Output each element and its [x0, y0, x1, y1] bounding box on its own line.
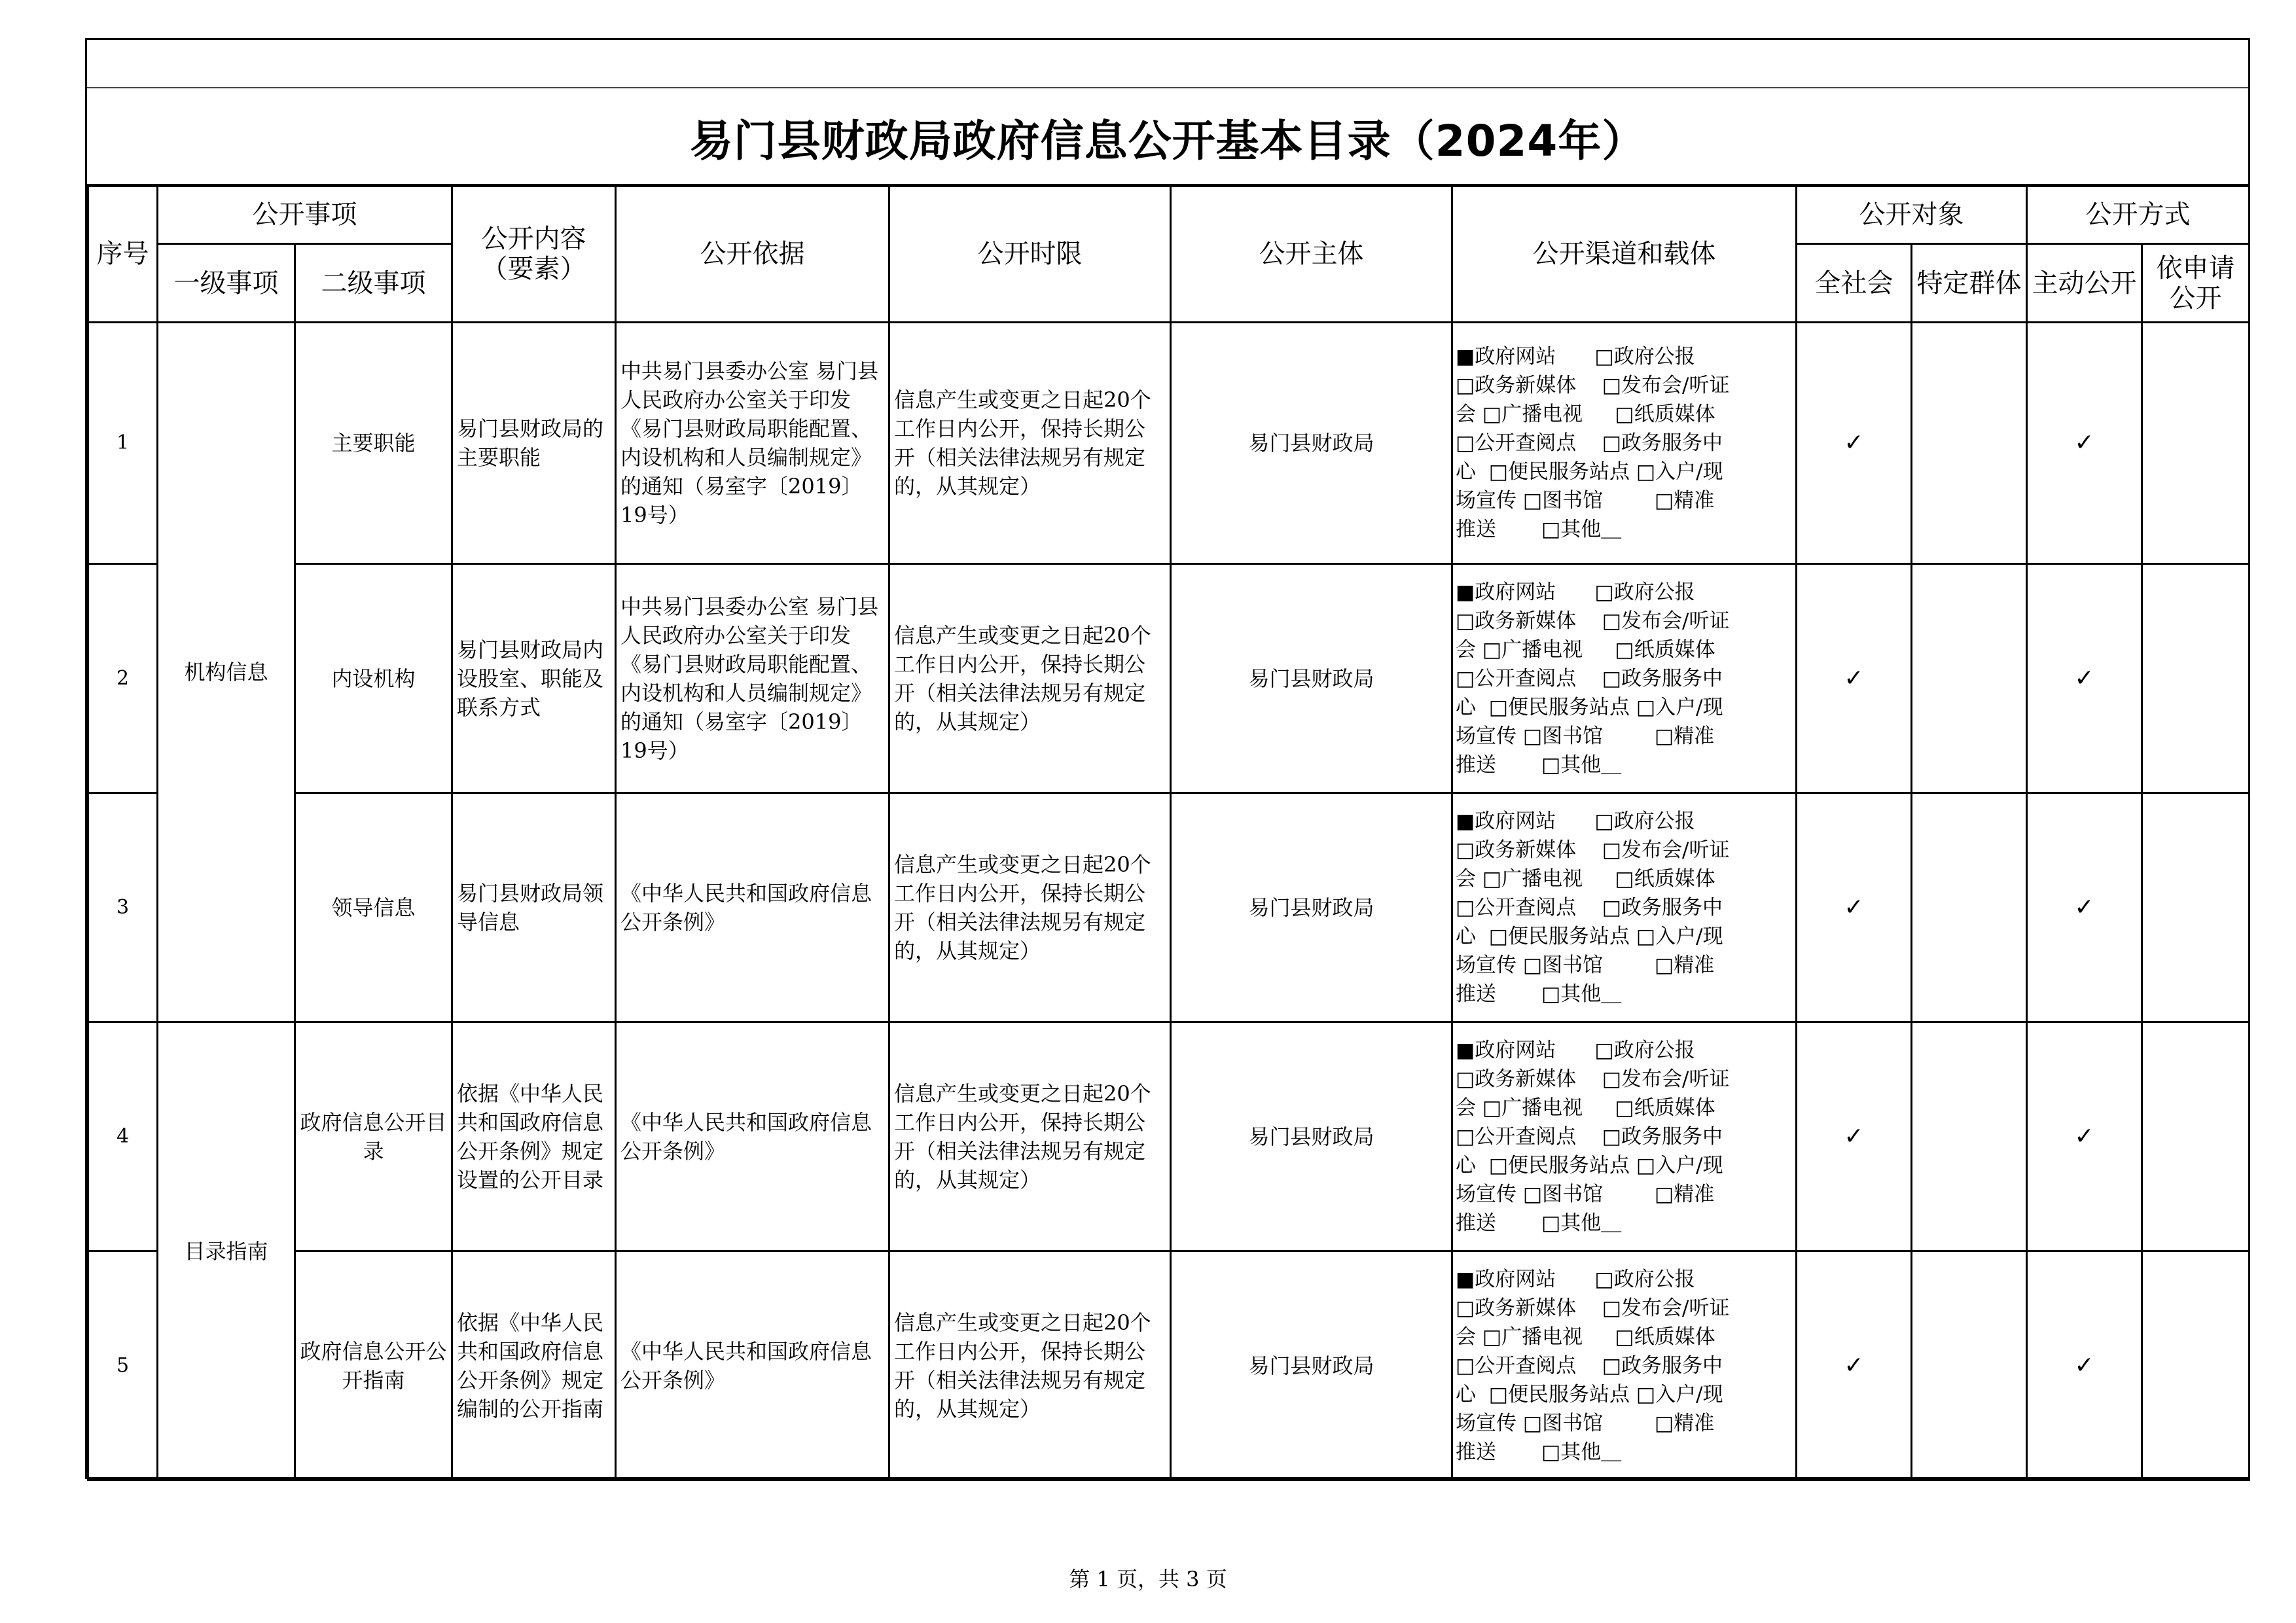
row-request-check	[2142, 1022, 2250, 1251]
row-active-check: ✓	[2027, 1022, 2142, 1251]
header-items: 公开事项	[158, 185, 452, 244]
row-seq: 4	[88, 1022, 158, 1251]
row-subject: 易门县财政局	[1171, 1251, 1452, 1480]
row-basis: 《中华人民共和国政府信息公开条例》	[616, 1022, 889, 1251]
row-all-society-check: ✓	[1797, 1022, 1912, 1251]
row-all-society-check: ✓	[1797, 793, 1912, 1022]
row-all-society-check: ✓	[1797, 323, 1912, 564]
table-row	[88, 323, 2250, 564]
catalog-sheet	[85, 38, 2250, 1479]
row-subject: 易门县财政局	[1171, 323, 1452, 564]
page-title: 易门县财政局政府信息公开基本目录（2024年）	[689, 115, 1646, 166]
header-level2: 二级事项	[295, 244, 452, 323]
table-row	[88, 793, 2250, 1022]
row-channels: ■政府网站 □政府公报 □政务新媒体 □发布会/听证 会 □广播电视 □纸质媒体 □公开查阅点 □政务服务中 心 □便民服务站点 □入户/现 场宣传 □图书馆 □精准 推送 □其他＿	[1452, 564, 1797, 793]
row-all-society-check: ✓	[1797, 564, 1912, 793]
row-level2: 主要职能	[295, 323, 452, 564]
header-basis: 公开依据	[616, 185, 889, 323]
row-active-check: ✓	[2027, 793, 2142, 1022]
row-basis: 《中华人民共和国政府信息公开条例》	[616, 793, 889, 1022]
row-request-check	[2142, 323, 2250, 564]
row-time-limit: 信息产生或变更之日起20个工作日内公开，保持长期公开（相关法律法规另有规定的，从其规定）	[889, 1022, 1171, 1251]
row-content: 易门县财政局的主要职能	[452, 323, 616, 564]
row-seq: 1	[88, 323, 158, 564]
row-level2: 领导信息	[295, 793, 452, 1022]
row-basis: 中共易门县委办公室 易门县人民政府办公室关于印发《易门县财政局职能配置、内设机构和人员编制规定》的通知（易室字〔2019〕19号）	[616, 564, 889, 793]
title-row	[87, 87, 2248, 187]
table-row	[88, 1251, 2250, 1480]
row-request-check	[2142, 564, 2250, 793]
row-basis: 《中华人民共和国政府信息公开条例》	[616, 1251, 889, 1480]
row-content: 依据《中华人民共和国政府信息公开条例》规定编制的公开指南	[452, 1251, 616, 1480]
header-target-all: 全社会	[1797, 244, 1912, 323]
row-seq: 3	[88, 793, 158, 1022]
row-seq: 5	[88, 1251, 158, 1480]
header-subject: 公开主体	[1171, 185, 1452, 323]
row-time-limit: 信息产生或变更之日起20个工作日内公开，保持长期公开（相关法律法规另有规定的，从其规定）	[889, 793, 1171, 1022]
row-channels: ■政府网站 □政府公报 □政务新媒体 □发布会/听证 会 □广播电视 □纸质媒体 □公开查阅点 □政务服务中 心 □便民服务站点 □入户/现 场宣传 □图书馆 □精准 推送 □其他＿	[1452, 1022, 1797, 1251]
table-row	[88, 564, 2250, 793]
row-channels: ■政府网站 □政府公报 □政务新媒体 □发布会/听证 会 □广播电视 □纸质媒体 □公开查阅点 □政务服务中 心 □便民服务站点 □入户/现 场宣传 □图书馆 □精准 推送 □其他＿	[1452, 793, 1797, 1022]
row-specific-check	[1912, 793, 2027, 1022]
row-specific-check	[1912, 564, 2027, 793]
row-content: 依据《中华人民共和国政府信息公开条例》规定设置的公开目录	[452, 1022, 616, 1251]
catalog-table	[87, 184, 2250, 1481]
row-subject: 易门县财政局	[1171, 1022, 1452, 1251]
row-subject: 易门县财政局	[1171, 564, 1452, 793]
header-target: 公开对象	[1797, 185, 2027, 244]
header-method-active: 主动公开	[2027, 244, 2142, 323]
row-all-society-check: ✓	[1797, 1251, 1912, 1480]
row-time-limit: 信息产生或变更之日起20个工作日内公开，保持长期公开（相关法律法规另有规定的，从其规定）	[889, 1251, 1171, 1480]
header-channels: 公开渠道和载体	[1452, 185, 1797, 323]
header-target-specific: 特定群体	[1912, 244, 2027, 323]
row-specific-check	[1912, 323, 2027, 564]
row-subject: 易门县财政局	[1171, 793, 1452, 1022]
row-level2: 政府信息公开公开指南	[295, 1251, 452, 1480]
header-content: 公开内容（要素）	[452, 185, 616, 323]
page-footer: 第 1 页，共 3 页	[1069, 1567, 1227, 1592]
row-specific-check	[1912, 1251, 2027, 1480]
header-method: 公开方式	[2027, 185, 2250, 244]
row-basis: 中共易门县委办公室 易门县人民政府办公室关于印发《易门县财政局职能配置、内设机构和人员编制规定》的通知（易室字〔2019〕19号）	[616, 323, 889, 564]
row-active-check: ✓	[2027, 1251, 2142, 1480]
table-row	[88, 1022, 2250, 1251]
row-time-limit: 信息产生或变更之日起20个工作日内公开，保持长期公开（相关法律法规另有规定的，从其规定）	[889, 564, 1171, 793]
row-seq: 2	[88, 564, 158, 793]
row-channels: ■政府网站 □政府公报 □政务新媒体 □发布会/听证 会 □广播电视 □纸质媒体 □公开查阅点 □政务服务中 心 □便民服务站点 □入户/现 场宣传 □图书馆 □精准 推送 □其他＿	[1452, 323, 1797, 564]
row-time-limit: 信息产生或变更之日起20个工作日内公开，保持长期公开（相关法律法规另有规定的，从其规定）	[889, 323, 1171, 564]
row-content: 易门县财政局内设股室、职能及联系方式	[452, 564, 616, 793]
row-request-check	[2142, 1251, 2250, 1480]
row-level1: 目录指南	[158, 1022, 295, 1480]
row-level1: 机构信息	[158, 323, 295, 1022]
row-active-check: ✓	[2027, 323, 2142, 564]
header-row-1	[88, 185, 2250, 244]
row-channels: ■政府网站 □政府公报 □政务新媒体 □发布会/听证 会 □广播电视 □纸质媒体 □公开查阅点 □政务服务中 心 □便民服务站点 □入户/现 场宣传 □图书馆 □精准 推送 □其他＿	[1452, 1251, 1797, 1480]
row-request-check	[2142, 793, 2250, 1022]
header-level1: 一级事项	[158, 244, 295, 323]
row-content: 易门县财政局领导信息	[452, 793, 616, 1022]
row-level2: 内设机构	[295, 564, 452, 793]
header-time-limit: 公开时限	[889, 185, 1171, 323]
row-specific-check	[1912, 1022, 2027, 1251]
row-level2: 政府信息公开目录	[295, 1022, 452, 1251]
header-method-request: 依申请公开	[2142, 244, 2250, 323]
header-seq: 序号	[88, 185, 158, 323]
row-active-check: ✓	[2027, 564, 2142, 793]
